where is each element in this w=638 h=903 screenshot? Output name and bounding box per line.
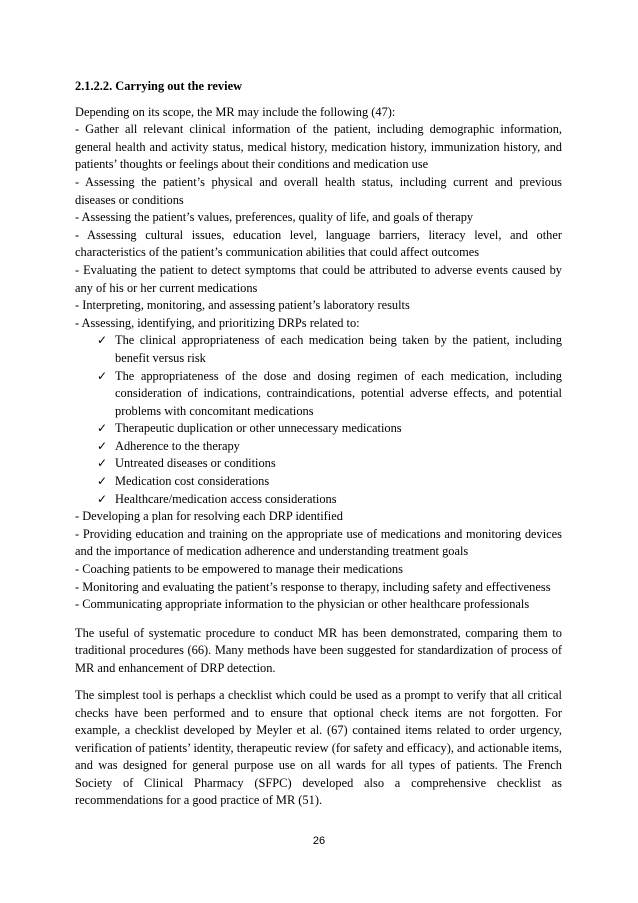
checkmark-icon: ✓ [97, 333, 108, 348]
checklist-item-text: Adherence to the therapy [115, 438, 240, 453]
list-item: - Providing education and training on the appropriate use of medications and monitoring devices and the importance of medication adherence and understanding treatment goals [75, 526, 562, 559]
checklist-item-text: Therapeutic duplication or other unnecessary medications [115, 421, 402, 436]
document-page [75, 78, 562, 810]
checklist-item [75, 332, 562, 367]
checklist-item [75, 420, 562, 438]
checklist-item [75, 473, 562, 491]
checklist-item-text: The appropriateness of the dose and dosing regimen of each medication, including consideration of indications, contraindications, potential adverse effects, and potential problems with concomitant medications [115, 368, 562, 418]
body-paragraph: The simplest tool is perhaps a checklist which could be used as a prompt to verify that all critical checks have been performed and to ensure that optional check items are not forgotten. For example, a checklist developed by Meyler et al. (67) contained items related to order urgency, verification of patients’ identity, therapeutic review (for safety and efficacy), and actionable items, and was designed for general purpose use on all wards for all types of patients. The French Society of Clinical Pharmacy (SFPC) developed also a comprehensive checklist as recommendations for a good practice of MR (51). [75, 688, 562, 808]
checklist-item [75, 438, 562, 456]
list-item: - Communicating appropriate information to the physician or other healthcare professionals [75, 597, 530, 612]
checklist-item-text: Medication cost considerations [115, 474, 270, 489]
checkmark-icon: ✓ [97, 421, 108, 436]
list-item: - Gather all relevant clinical information of the patient, including demographic information, general health and activity status, medical history, medication history, immunization history, and patients’ thoughts or feelings about their conditions and medication use [75, 122, 562, 172]
checklist-item [75, 368, 562, 421]
checkmark-icon: ✓ [97, 491, 108, 506]
list-item: - Developing a plan for resolving each DRP identified [75, 509, 343, 524]
checklist-item [75, 491, 562, 509]
checkmark-icon: ✓ [97, 368, 108, 383]
list-item: - Interpreting, monitoring, and assessing patient’s laboratory results [75, 298, 410, 313]
list-item: - Assessing the patient’s values, preferences, quality of life, and goals of therapy [75, 210, 474, 225]
checklist-item [75, 455, 562, 473]
page-number: 26 [312, 835, 326, 847]
checkmark-icon: ✓ [97, 438, 108, 453]
intro-text: Depending on its scope, the MR may include the following (47): [75, 104, 396, 119]
section-heading: 2.1.2.2. Carrying out the review [75, 79, 243, 93]
list-item: - Assessing the patient’s physical and overall health status, including current and previous diseases or conditions [75, 174, 562, 207]
list-item: - Monitoring and evaluating the patient’s response to therapy, including safety and effectiveness [75, 579, 551, 594]
checkmark-icon: ✓ [97, 474, 108, 489]
list-item: - Evaluating the patient to detect symptoms that could be attributed to adverse events caused by any of his or her current medications [75, 262, 562, 295]
checklist-item-text: The clinical appropriateness of each medication being taken by the patient, including benefit versus risk [115, 333, 562, 365]
checklist-item-text: Healthcare/medication access considerations [115, 491, 337, 506]
list-item: - Assessing, identifying, and prioritizing DRPs related to: [75, 315, 360, 330]
body-paragraph: The useful of systematic procedure to conduct MR has been demonstrated, comparing them to traditional procedures (66). Many methods have been suggested for standardization of process of MR and enhancement of DRP detection. [75, 625, 562, 675]
list-item: - Coaching patients to be empowered to manage their medications [75, 562, 403, 577]
checkmark-icon: ✓ [97, 456, 108, 471]
checklist-item-text: Untreated diseases or conditions [115, 456, 276, 471]
list-item: - Assessing cultural issues, education level, language barriers, literacy level, and other characteristics of the patient’s communication abilities that could affect outcomes [75, 227, 562, 260]
